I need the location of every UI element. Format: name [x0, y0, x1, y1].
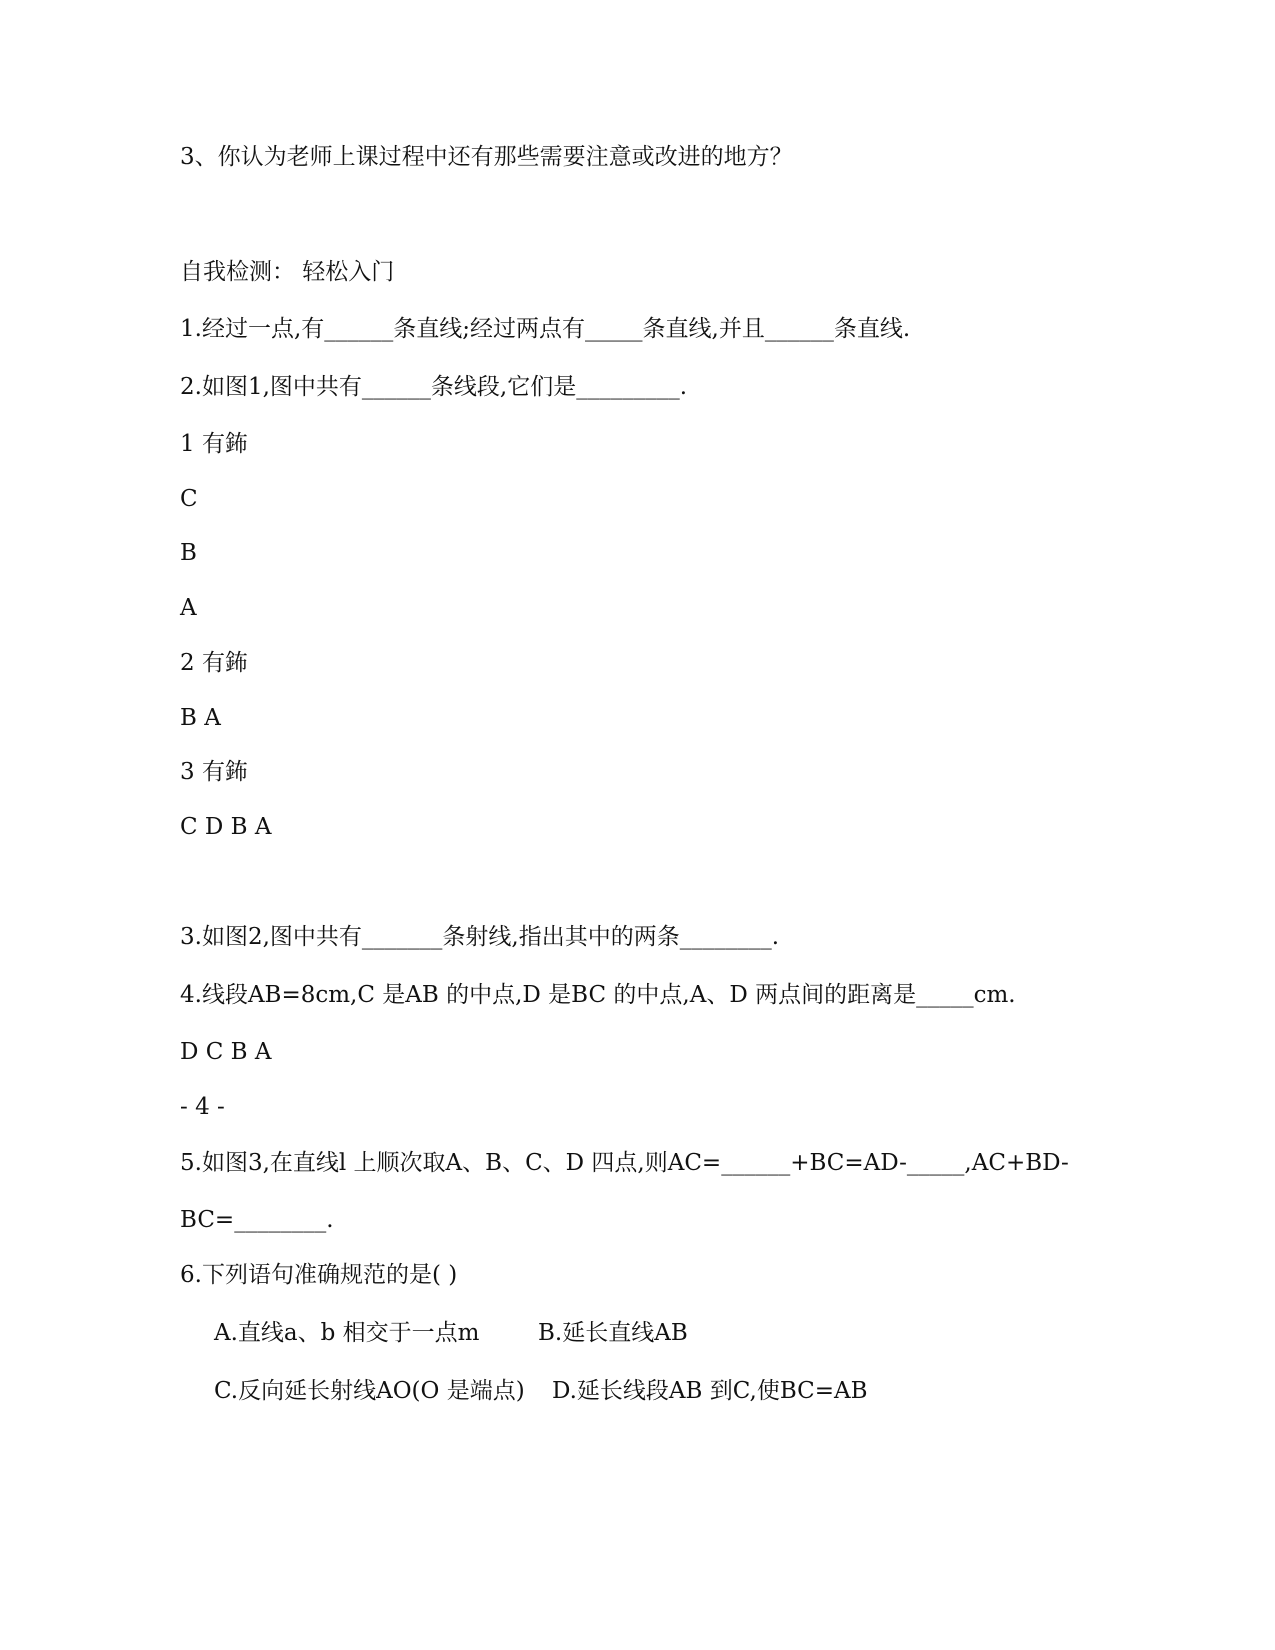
option-b: B.延长直线AB	[538, 1320, 688, 1346]
question-5-line-2: BC=________.	[180, 1207, 334, 1233]
question-6-options-row-1	[214, 1318, 688, 1348]
question-4: 4.线段AB=8cm,C 是AB 的中点,D 是BC 的中点,A、D 两点间的距离是_____cm.	[180, 982, 1016, 1008]
figure-1-label: 1 有鈽	[180, 431, 248, 457]
page-number: - 4 -	[180, 1094, 225, 1120]
question-6-options-row-2	[214, 1376, 868, 1406]
option-a: A.直线a、b 相交于一点m	[214, 1320, 480, 1346]
figure-1-point-b: B	[180, 540, 197, 566]
question-5-line-1: 5.如图3,在直线l 上顺次取A、B、C、D 四点,则AC=______+BC=AD-_____,AC+BD-	[180, 1150, 1069, 1176]
option-d: D.延长线段AB 到C,使BC=AB	[552, 1378, 868, 1404]
figure-4-points: D C B A	[180, 1039, 272, 1065]
figure-3-points: C D B A	[180, 814, 272, 840]
figure-1-point-c: C	[180, 486, 198, 512]
question-6: 6.下列语句准确规范的是( )	[180, 1262, 458, 1288]
figure-2-points: B A	[180, 705, 221, 731]
option-c: C.反向延长射线AO(O 是端点)	[214, 1378, 525, 1404]
figure-3-label: 3 有鈽	[180, 759, 248, 785]
figure-1-point-a: A	[180, 595, 197, 621]
question-1: 1.经过一点,有______条直线;经过两点有_____条直线,并且______条直线.	[180, 316, 911, 342]
self-check-heading: 自我检测： 轻松入门	[180, 259, 395, 285]
figure-2-label: 2 有鈽	[180, 650, 248, 676]
reflection-question: 3、你认为老师上课过程中还有那些需要注意或改进的地方？	[180, 144, 793, 170]
question-2: 2.如图1,图中共有______条线段,它们是_________.	[180, 374, 688, 400]
question-3: 3.如图2,图中共有_______条射线,指出其中的两条________.	[180, 924, 780, 950]
